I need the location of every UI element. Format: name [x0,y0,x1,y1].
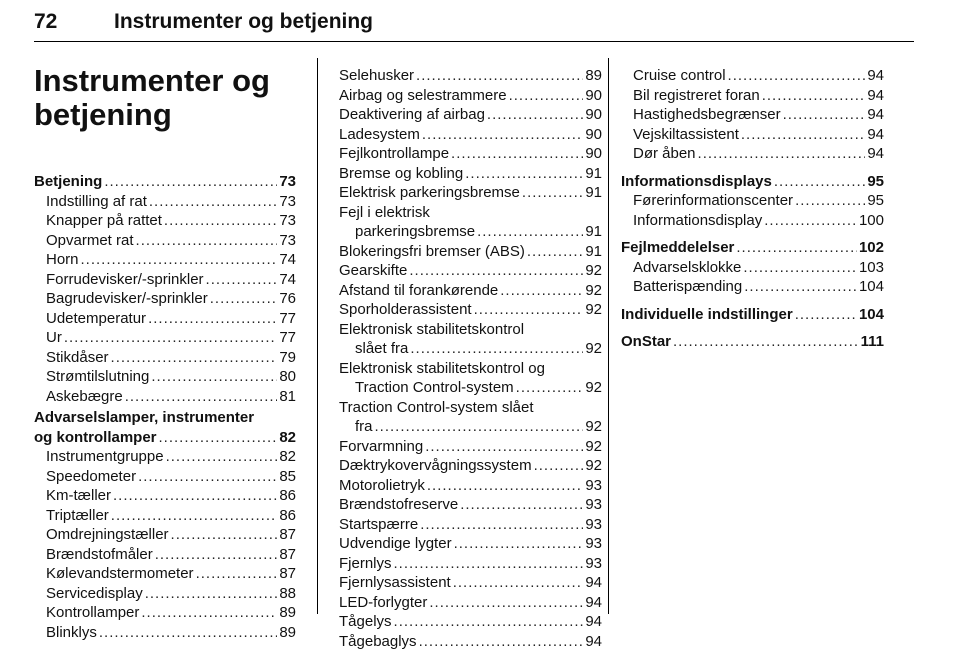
dot-leader [64,328,277,348]
dot-leader [465,164,583,184]
toc-entry-page: 90 [585,144,602,164]
toc-entry-label: og kontrollamper [34,428,157,448]
toc-entry[interactable] [34,367,296,387]
toc-entry-page: 93 [585,534,602,554]
toc-entry-label: Førerinformationscenter [633,191,793,211]
dot-leader [166,447,278,467]
dot-leader [148,309,277,329]
toc-entry-page: 92 [585,300,602,320]
dot-leader [783,105,866,125]
toc-entry[interactable] [34,428,296,448]
toc-entry[interactable] [339,456,602,476]
toc-entry-label: Speedometer [46,467,136,487]
toc-entry-label: Kølevandstermometer [46,564,194,584]
toc-entry[interactable] [34,506,296,526]
toc-entry-label: Airbag og selestrammere [339,86,507,106]
toc-entry-label: Gearskifte [339,261,407,281]
toc-entry[interactable] [339,183,602,203]
toc-entry-label: Bremse og kobling [339,164,463,184]
toc-entry-label: Indstilling af rat [46,192,147,212]
toc-entry-page: 92 [585,281,602,301]
dot-leader [410,339,583,359]
toc-entry-page: 91 [585,242,602,262]
toc-entry-label: Elektrisk parkeringsbremse [339,183,520,203]
dot-leader [136,231,278,251]
toc-entry-label: Forrudevisker/-sprinkler [46,270,204,290]
toc-entry-label: Bagrudevisker/-sprinkler [46,289,208,309]
toc-entry[interactable] [339,281,602,301]
toc-entry-page: 74 [279,250,296,270]
toc-entry-label: Instrumentgruppe [46,447,164,467]
toc-entry-page: 94 [867,144,884,164]
toc-entry-page: 94 [585,593,602,613]
dot-leader [429,593,583,613]
dot-leader [774,172,865,192]
toc-entry[interactable] [34,192,296,212]
toc-entry[interactable] [339,417,602,437]
toc-entry-label: Blokeringsfri bremser (ABS) [339,242,525,262]
toc-entry-label: Batterispænding [633,277,742,297]
toc-entry-page: 95 [867,172,884,192]
toc-entry-page: 92 [585,437,602,457]
dot-leader [171,525,278,545]
toc-entry[interactable] [621,258,884,278]
toc-entry-label: Servicedisplay [46,584,143,604]
toc-entry-page: 73 [279,231,296,251]
toc-entry-label: Triptæller [46,506,109,526]
toc-entry-page: 85 [279,467,296,487]
toc-column-2 [339,66,602,651]
toc-entry[interactable] [339,339,602,359]
toc-entry[interactable] [621,305,884,325]
toc-entry[interactable] [339,105,602,125]
toc-entry[interactable] [621,86,884,106]
dot-leader [487,105,583,125]
toc-entry[interactable] [339,164,602,184]
toc-entry-page: 104 [859,305,884,325]
dot-leader [522,183,583,203]
dot-leader [743,258,857,278]
toc-entry[interactable] [34,603,296,623]
toc-entry-page: 93 [585,495,602,515]
dot-leader [394,612,584,632]
page-number: 72 [34,10,57,34]
toc-entry-label: Udetemperatur [46,309,146,329]
toc-entry-label: Individuelle indstillinger [621,305,793,325]
toc-entry-label: Ladesystem [339,125,420,145]
dot-leader [509,86,584,106]
toc-entry-label: Informationsdisplays [621,172,772,192]
section-gap [621,164,884,172]
toc-entry[interactable] [339,222,602,242]
toc-entry-page: 73 [279,211,296,231]
toc-entry-label: Vejskiltassistent [633,125,739,145]
dot-leader [673,332,859,352]
toc-entry[interactable] [34,467,296,487]
toc-entry-label: Afstand til forankørende [339,281,498,301]
dot-leader [477,222,583,242]
toc-entry[interactable] [34,348,296,368]
column-divider [608,58,609,614]
toc-entry[interactable] [339,437,602,457]
dot-leader [164,211,277,231]
toc-entry-label: Betjening [34,172,102,192]
dot-leader [155,545,278,565]
dot-leader [741,125,865,145]
toc-entry-label: OnStar [621,332,671,352]
toc-entry[interactable] [34,387,296,407]
toc-entry-label: Stikdåser [46,348,109,368]
dot-leader [474,300,584,320]
dot-leader [99,623,277,643]
toc-entry[interactable] [621,211,884,231]
dot-leader [196,564,278,584]
toc-entry-label: parkeringsbremse [355,222,475,242]
toc-entry-page: 90 [585,86,602,106]
dot-leader [141,603,277,623]
toc-entry-page: 90 [585,105,602,125]
dot-leader [425,437,583,457]
toc-entry-page: 89 [585,66,602,86]
toc-entry-page: 91 [585,164,602,184]
toc-entry[interactable] [34,486,296,506]
toc-entry-label: Brændstofreserve [339,495,458,515]
toc-entry-page: 76 [279,289,296,309]
toc-entry-label: Traction Control-system [355,378,514,398]
toc-entry-label: Ur [46,328,62,348]
dot-leader [516,378,584,398]
toc-entry-page: 81 [279,387,296,407]
toc-entry-page: 92 [585,417,602,437]
toc-entry-page: 73 [279,192,296,212]
toc-entry-page: 100 [859,211,884,231]
toc-entry-page: 73 [279,172,296,192]
toc-entry-page: 92 [585,339,602,359]
column-divider [317,58,318,614]
dot-leader [206,270,278,290]
toc-entry-label: Opvarmet rat [46,231,134,251]
toc-entry-label: Fjernlysassistent [339,573,451,593]
toc-entry-label: Fejlmeddelelser [621,238,734,258]
toc-entry-page: 86 [279,506,296,526]
toc-entry[interactable] [339,554,602,574]
dot-leader [527,242,583,262]
toc-entry[interactable] [34,250,296,270]
dot-leader [500,281,583,301]
toc-entry-label: Dør åben [633,144,696,164]
toc-entry-label: Fejlkontrollampe [339,144,449,164]
toc-entry[interactable] [34,289,296,309]
dot-leader [698,144,866,164]
toc-entry-page: 94 [867,66,884,86]
toc-entry-page: 92 [585,378,602,398]
toc-entry-page: 87 [279,545,296,565]
dot-leader [159,428,278,448]
toc-entry-heading-line: Fejl i elektrisk [339,203,602,223]
toc-entry[interactable] [34,525,296,545]
toc-entry-page: 94 [867,86,884,106]
dot-leader [111,506,278,526]
toc-entry-page: 94 [585,612,602,632]
dot-leader [534,456,584,476]
toc-column-3 [621,66,884,352]
dot-leader [394,554,584,574]
page-header [34,4,914,40]
toc-entry[interactable] [339,125,602,145]
dot-leader [453,573,584,593]
toc-entry-label: Km-tæller [46,486,111,506]
dot-leader [409,261,583,281]
dot-leader [104,172,277,192]
toc-entry-page: 82 [279,428,296,448]
dot-leader [451,144,583,164]
toc-entry-heading-line: Traction Control-system slået [339,398,602,418]
toc-entry-page: 91 [585,222,602,242]
toc-entry-label: Askebægre [46,387,123,407]
toc-column-1 [34,172,296,642]
dot-leader [744,277,857,297]
toc-entry[interactable] [34,172,296,192]
toc-entry-label: Informationsdisplay [633,211,762,231]
dot-leader [111,348,278,368]
toc-entry[interactable] [621,277,884,297]
toc-entry[interactable] [339,515,602,535]
section-gap [621,297,884,305]
toc-entry[interactable] [34,564,296,584]
toc-entry[interactable] [34,623,296,643]
toc-entry[interactable] [621,125,884,145]
toc-entry-page: 102 [859,238,884,258]
toc-entry[interactable] [621,238,884,258]
toc-entry-label: Blinklys [46,623,97,643]
toc-entry-page: 90 [585,125,602,145]
toc-entry-label: Advarselsklokke [633,258,741,278]
toc-entry-label: fra [355,417,373,437]
toc-entry-label: Forvarmning [339,437,423,457]
toc-entry-label: Tågebaglys [339,632,417,651]
toc-entry-page: 92 [585,456,602,476]
toc-entry-label: Knapper på rattet [46,211,162,231]
toc-entry[interactable] [339,378,602,398]
toc-entry[interactable] [621,172,884,192]
toc-entry[interactable] [339,593,602,613]
toc-entry[interactable] [339,573,602,593]
toc-entry-page: 86 [279,486,296,506]
toc-entry[interactable] [34,231,296,251]
header-rule [34,41,914,42]
dot-leader [416,66,583,86]
dot-leader [764,211,857,231]
toc-entry-page: 74 [279,270,296,290]
toc-entry[interactable] [34,545,296,565]
dot-leader [419,632,584,651]
toc-entry[interactable] [621,332,884,352]
toc-entry[interactable] [34,270,296,290]
toc-entry-label: Motorolietryk [339,476,425,496]
toc-entry-page: 77 [279,309,296,329]
toc-entry-page: 94 [585,632,602,651]
toc-entry[interactable] [339,66,602,86]
toc-entry-page: 87 [279,525,296,545]
toc-entry[interactable] [621,66,884,86]
toc-entry-page: 89 [279,603,296,623]
dot-leader [210,289,278,309]
toc-entry-label: Udvendige lygter [339,534,452,554]
toc-entry-page: 89 [279,623,296,643]
section-gap [621,324,884,332]
toc-entry-heading-line: Elektronisk stabilitetskontrol og [339,359,602,379]
toc-entry-label: Omdrejningstæller [46,525,169,545]
toc-entry-label: Cruise control [633,66,726,86]
toc-entry-label: Selehusker [339,66,414,86]
toc-entry-page: 79 [279,348,296,368]
toc-entry-label: Fjernlys [339,554,392,574]
toc-entry[interactable] [34,309,296,329]
dot-leader [422,125,583,145]
dot-leader [736,238,857,258]
toc-entry-label: Startspærre [339,515,418,535]
dot-leader [125,387,278,407]
toc-entry-label: Horn [46,250,79,270]
section-gap [621,230,884,238]
toc-entry[interactable] [34,584,296,604]
toc-entry[interactable] [339,144,602,164]
toc-entry-label: Tågelys [339,612,392,632]
toc-entry-page: 93 [585,515,602,535]
dot-leader [151,367,277,387]
toc-entry-page: 77 [279,328,296,348]
toc-entry-label: Deaktivering af airbag [339,105,485,125]
toc-entry-label: Brændstofmåler [46,545,153,565]
toc-entry-page: 104 [859,277,884,297]
dot-leader [460,495,583,515]
toc-entry-page: 103 [859,258,884,278]
toc-entry-page: 92 [585,261,602,281]
dot-leader [762,86,866,106]
toc-entry-page: 87 [279,564,296,584]
dot-leader [145,584,278,604]
toc-entry-label: Dæktrykovervågningssystem [339,456,532,476]
dot-leader [81,250,278,270]
dot-leader [427,476,583,496]
dot-leader [420,515,583,535]
toc-entry[interactable] [621,191,884,211]
dot-leader [454,534,584,554]
toc-entry-label: Strømtilslutning [46,367,149,387]
toc-entry[interactable] [621,105,884,125]
toc-entry[interactable] [34,447,296,467]
toc-entry[interactable] [621,144,884,164]
toc-entry-page: 82 [279,447,296,467]
toc-entry-page: 94 [867,125,884,145]
toc-entry[interactable] [339,476,602,496]
toc-entry-label: Hastighedsbegrænser [633,105,781,125]
toc-entry[interactable] [34,328,296,348]
toc-entry[interactable] [339,612,602,632]
dot-leader [138,467,277,487]
toc-entry-label: LED-forlygter [339,593,427,613]
toc-entry-label: Kontrollamper [46,603,139,623]
toc-entry-page: 80 [279,367,296,387]
toc-entry-heading-line: Advarselslamper, instrumenter [34,408,296,428]
toc-entry-heading-line: Elektronisk stabilitetskontrol [339,320,602,340]
toc-entry[interactable] [339,632,602,651]
toc-entry-page: 94 [867,105,884,125]
toc-entry-page: 93 [585,554,602,574]
dot-leader [728,66,866,86]
chapter-title: Instrumenter og betjening [34,64,304,132]
toc-entry[interactable] [339,86,602,106]
toc-entry-page: 95 [867,191,884,211]
toc-entry-page: 93 [585,476,602,496]
dot-leader [149,192,277,212]
toc-entry-label: Sporholderassistent [339,300,472,320]
dot-leader [375,417,584,437]
toc-entry[interactable] [339,242,602,262]
toc-entry-page: 94 [585,573,602,593]
toc-entry[interactable] [34,211,296,231]
running-title: Instrumenter og betjening [114,10,373,34]
toc-entry[interactable] [339,261,602,281]
toc-entry-page: 91 [585,183,602,203]
toc-entry-page: 88 [279,584,296,604]
dot-leader [795,305,857,325]
toc-entry[interactable] [339,534,602,554]
dot-leader [113,486,277,506]
toc-entry-label: slået fra [355,339,408,359]
toc-entry[interactable] [339,300,602,320]
toc-entry[interactable] [339,495,602,515]
dot-leader [795,191,865,211]
toc-entry-page: 111 [861,332,884,352]
toc-entry-label: Bil registreret foran [633,86,760,106]
